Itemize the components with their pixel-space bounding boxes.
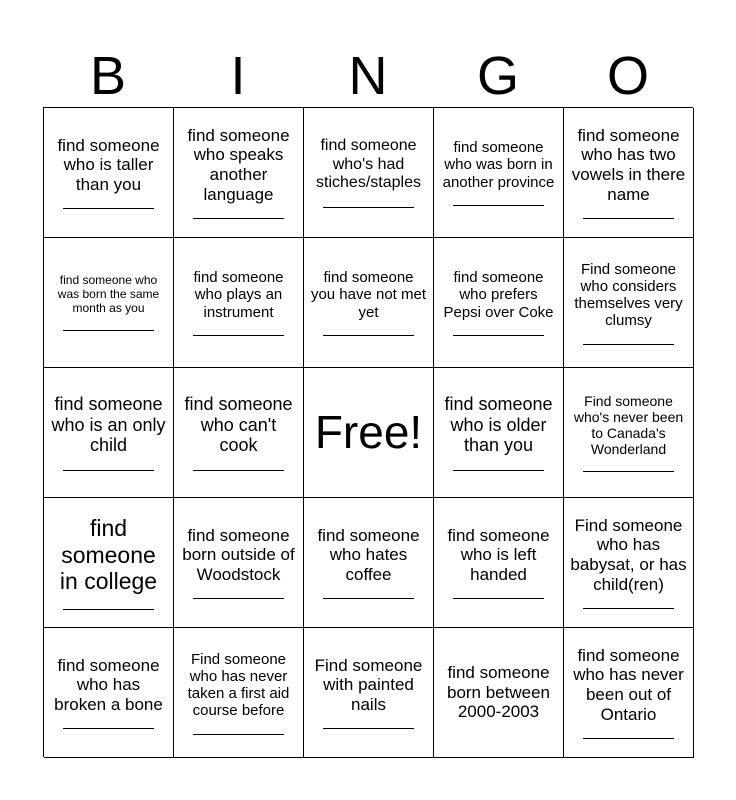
bingo-cell-text: Find someone who's never been to Canada's Wonderland [573,392,684,458]
bingo-cell-text: find someone who was born in another province [442,139,555,191]
signature-line [453,205,544,206]
bingo-cell[interactable] [434,628,564,758]
signature-line [453,335,544,336]
bingo-cell[interactable] [304,498,434,628]
signature-line [193,335,284,336]
bingo-cell-text: Find someone who has babysat, or has child(ren) [570,515,687,594]
header-letter-b: B [89,46,127,106]
bingo-cell-text: Find someone who considers themselves very clumsy [574,260,683,330]
bingo-cell[interactable] [174,628,304,758]
bingo-cell-text: find someone who has two vowels in there name [571,125,686,204]
bingo-cell-text: find someone who is an only child [51,393,166,456]
bingo-cell[interactable] [304,238,434,368]
bingo-cell[interactable] [564,498,694,628]
signature-line [583,738,674,739]
signature-line [193,218,284,219]
bingo-cell-text: find someone you have not met yet [310,269,427,321]
signature-line [63,208,154,209]
bingo-cell[interactable] [44,628,174,758]
signature-line [583,344,674,345]
bingo-cell-text: Find someone who has never taken a first aid course before [187,650,290,720]
signature-line [63,609,154,610]
bingo-cell[interactable] [564,108,694,238]
bingo-cell-text: Find someone with painted nails [314,655,423,714]
bingo-cell[interactable] [44,368,174,498]
header-letter-o: O [606,46,649,106]
bingo-cell[interactable] [44,498,174,628]
bingo-cell[interactable] [174,498,304,628]
bingo-cell[interactable] [174,108,304,238]
signature-line [323,728,414,729]
signature-line [323,598,414,599]
bingo-cell[interactable] [174,368,304,498]
bingo-cell[interactable] [564,238,694,368]
bingo-cell-text: find someone who speaks another language [187,125,290,204]
bingo-cell[interactable] [564,628,694,758]
bingo-cell-text: find someone born between 2000-2003 [446,663,551,722]
signature-line [453,470,544,471]
free-space-label: Free! [314,406,423,459]
bingo-cell-text: find someone born outside of Woodstock [182,525,295,584]
signature-line [63,330,154,331]
bingo-cell[interactable] [174,238,304,368]
bingo-cell[interactable] [304,628,434,758]
bingo-cell-text: find someone who has never been out of Ontario [573,645,684,724]
bingo-cell-text: find someone in college [59,515,158,595]
signature-line [583,608,674,609]
bingo-cell[interactable] [304,108,434,238]
bingo-cell-text: find someone who can't cook [184,393,293,456]
signature-line [63,470,154,471]
bingo-cell[interactable] [564,368,694,498]
bingo-cell-text: find someone who's had stiches/staples [316,137,421,192]
bingo-cell-text: find someone who is older than you [444,393,553,456]
signature-line [63,728,154,729]
signature-line [193,734,284,735]
bingo-cell-text: find someone who plays an instrument [193,269,284,321]
bingo-card-grid [43,107,693,757]
signature-line [583,218,674,219]
signature-line [323,207,414,208]
bingo-cell-text: find someone who prefers Pepsi over Coke [443,269,554,321]
signature-line [453,598,544,599]
bingo-cell[interactable] [434,108,564,238]
header-letter-n: N [348,46,388,106]
bingo-cell[interactable] [434,498,564,628]
bingo-cell[interactable] [44,238,174,368]
bingo-cell-text: find someone who is left handed [447,525,550,584]
bingo-cell-text: find someone who has broken a bone [54,655,163,714]
signature-line [583,471,674,472]
signature-line [193,470,284,471]
bingo-cell-text: find someone who hates coffee [317,525,420,584]
bingo-header [43,44,693,108]
bingo-cell[interactable] [44,108,174,238]
bingo-cell-text: find someone who was born the same month as you [57,273,160,315]
bingo-cell-text: find someone who is taller than you [57,135,160,194]
header-letter-g: G [476,46,519,106]
bingo-cell[interactable] [434,238,564,368]
bingo-cell[interactable] [434,368,564,498]
signature-line [323,335,414,336]
signature-line [193,598,284,599]
header-letter-i: I [230,46,246,106]
bingo-cell-free[interactable] [304,368,434,498]
